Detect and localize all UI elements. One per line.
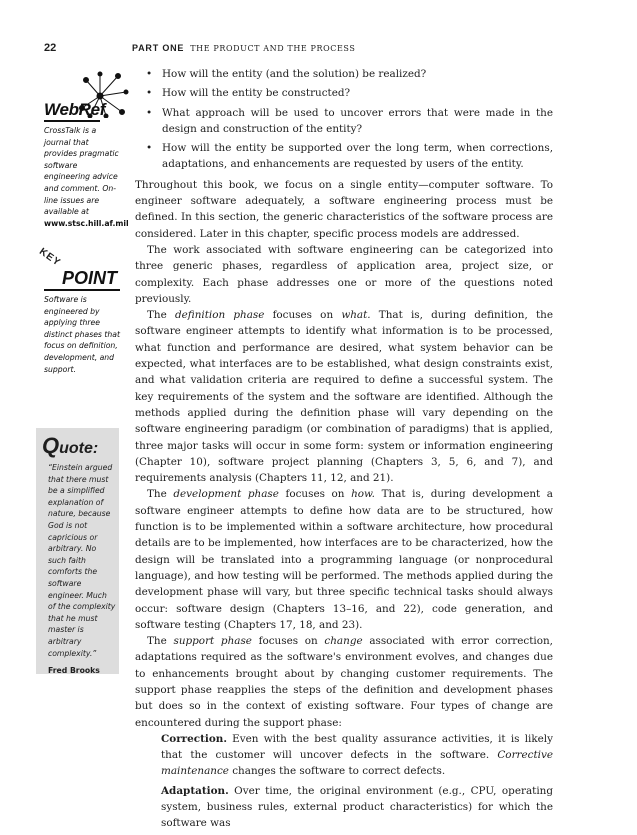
paragraph-development-phase: The development phase focuses on how. That is, during development a software engineer attempts to define how data are to be structured, how function is to be implemented within a software architecture, how procedural details are to be implemented, how interfaces are to be characterized, how the design will be translated into a programming language (or nonprocedural language), and how testing will be performed. The methods applied during the development phase will vary, but three specific technical tasks should always occur: software design (Chapters 13–16, and 22), code generation, and software testing (Chapters 17, 18, and 23). [135,488,554,631]
divider [44,120,100,122]
key-icon: KEY [36,246,63,269]
correction-definition: Correction. Even with the best quality assurance activities, it is likely that the customer will uncover defects in the software. Corrective maintenance changes the software to correct defects. [161,732,553,778]
running-header [132,43,355,53]
part-label: PART ONE [132,43,185,53]
key-point-title: POINT [62,268,118,288]
webref-title: WebRef [44,100,106,119]
quote-heading: Quote: [42,433,99,458]
quote-author: Fred Brooks [48,666,100,676]
divider [44,289,120,291]
page-number: 22 [44,42,57,54]
list-item: • How will the entity be supported over the long term, when corrections, adaptations, and enhancements are requested by users of the entity. [162,140,553,173]
webref-text: CrossTalk is a journal that provides pragmatic software engineering advice and comment. On-line issues are available at www.stsc.hill.af.mil [44,126,129,228]
list-item: • What approach will be used to uncover errors that were made in the design and construction of the entity? [162,105,553,138]
part-title: THE PRODUCT AND THE PROCESS [190,44,356,53]
quote-text: “Einstein argued that there must be a simplified explanation of nature, because God is not capricious or arbitrary. No such faith comforts the software engineer. Much of the complexity that he must master is arbitrary complexity.” [48,463,116,658]
list-item: • How will the entity be constructed? [162,85,553,101]
quote-text-block [48,462,116,677]
paragraph-definition-phase: The definition phase focuses on what. That is, during definition, the software engineer attempts to identify what information is to be processed, what function and performance are desired, what system behavior can be expected, what interfaces are to be established, what design constraints exist, and what validation criteria are required to define a successful system. The key requirements of the system and the software are identified. Although the methods applied during the definition phase will vary depending on the software engineering paradigm (or combination of paradigms) that is applied, three major tasks will occur in some form: system or information engineering (Chapter 10), software project planning (Chapters 3, 5, 6, and 7), and requirements analysis (Chapters 11, 12, and 21). [135,309,553,485]
webref-url[interactable]: www.stsc.hill.af.mil [44,218,129,228]
paragraph: The work associated with software engineering can be categorized into three generic phases, regardless of application area, project size, or complexity. Each phase addresses one or more of the questions noted previously. [135,243,553,305]
key-point-sidebar [44,268,124,375]
paragraph-support-phase: The support phase focuses on change associated with error correction, adaptations required as the software's environment evolves, and changes due to enhancements brought about by changing customer requirements. The support phase reapplies the steps of the definition and development phases but does so in the context of existing software. Four types of change are encountered during the support phase: [135,635,553,729]
webref-sidebar [44,100,129,229]
list-item: • How will the entity (and the solution) be realized? [162,66,553,82]
main-text [135,66,553,835]
key-point-text: Software is engineered by applying three distinct phases that focus on definition, development, and support. [44,295,120,374]
question-list [135,66,553,173]
adaptation-definition: Adaptation. Over time, the original environment (e.g., CPU, operating system, business rules, external product characteristics) for which the software was [161,784,553,830]
paragraph: Throughout this book, we focus on a single entity—computer software. To engineer software adequately, a software engineering process must be defined. In this section, the generic characteristics of the software process are considered. Later in this chapter, specific process models are addressed. [135,178,553,240]
